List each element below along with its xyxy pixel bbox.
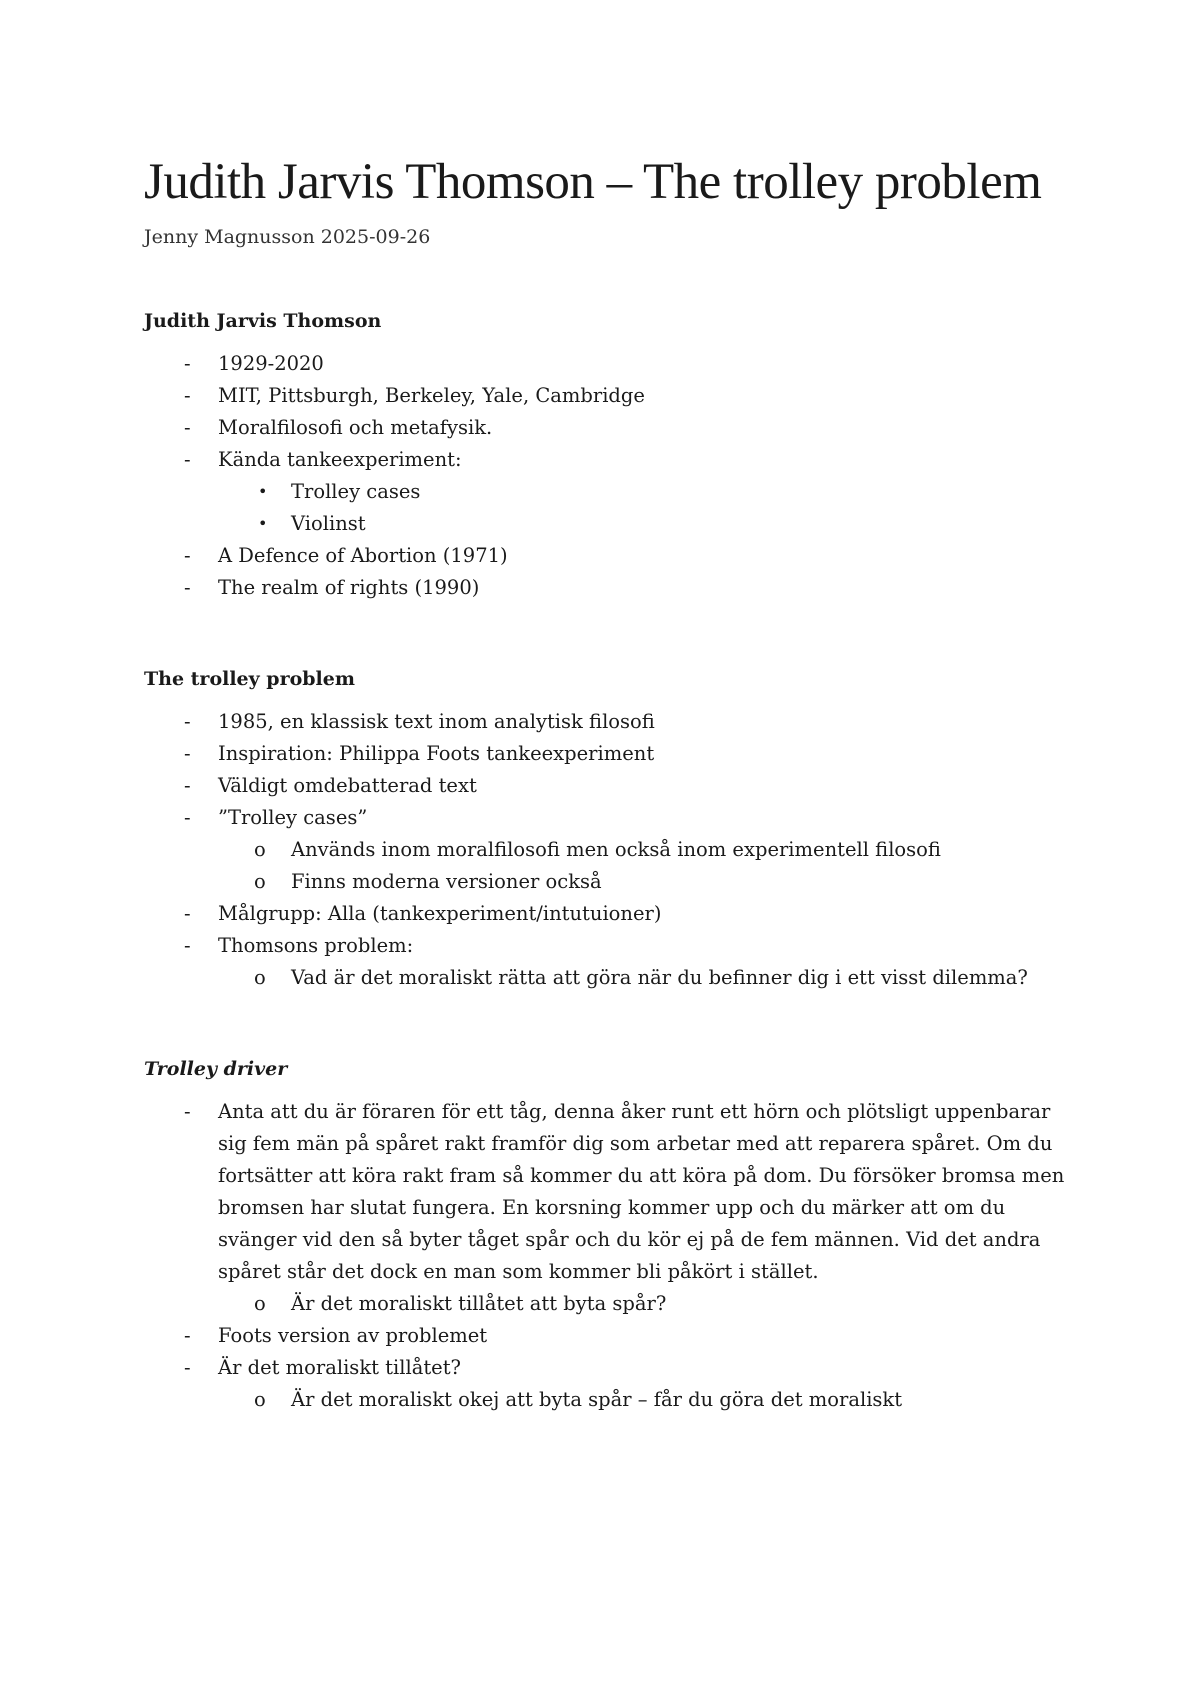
sub-list-item	[218, 1288, 1084, 1320]
list-item-text: Är det moraliskt tillåtet?	[218, 1356, 462, 1379]
dash-marker: -	[184, 576, 191, 599]
list-item-text: Foots version av problemet	[218, 1324, 488, 1347]
section-trolley-problem	[144, 666, 1084, 994]
document-content	[144, 150, 1084, 1416]
list-item	[144, 380, 1084, 412]
list-item	[144, 572, 1084, 604]
list-item-text: ”Trolley cases”	[218, 806, 368, 829]
sub-list-item	[218, 476, 1084, 508]
sub-list	[218, 962, 1084, 994]
dash-marker: -	[184, 934, 191, 957]
bullet-marker: •	[258, 514, 268, 533]
sub-list	[218, 1288, 1084, 1320]
list-item	[144, 348, 1084, 380]
list-item-text: A Defence of Abortion (1971)	[218, 544, 508, 567]
dash-marker: -	[184, 1356, 191, 1379]
list-item-text: Anta att du är föraren för ett tåg, denna åker runt ett hörn och plötsligt uppenbarar sig fem män på spåret rakt framför dig som arbetar med att reparera spåret. Om du fortsätter att köra rakt fram så kommer du att köra på dom. Du försöker bromsa men bromsen har slutat fungera. En korsning kommer upp och du märker att om du svänger vid den så byter tåget spår och du kör ej på de fem männen. Vid det andra spåret står det dock en man som kommer bli påkört i stället.	[218, 1100, 1065, 1283]
sub-list-item	[218, 834, 1084, 866]
section-thomson	[144, 308, 1084, 604]
sub-list-item-text: Är det moraliskt okej att byta spår – får du göra det moraliskt	[291, 1388, 903, 1411]
sub-list-item	[218, 1384, 1084, 1416]
sub-list-item-text: Finns moderna versioner också	[291, 870, 602, 893]
list-item	[144, 444, 1084, 540]
sub-list	[218, 476, 1084, 540]
dash-marker: -	[184, 544, 191, 567]
circle-marker: o	[254, 966, 266, 989]
sub-list-item-text: Violinst	[291, 512, 366, 535]
dash-marker: -	[184, 1324, 191, 1347]
section-heading: Trolley driver	[144, 1058, 288, 1080]
list-item-text: Målgrupp: Alla (tankexperiment/intutuioner)	[218, 902, 662, 925]
sub-list-item-text: Vad är det moraliskt rätta att göra när du befinner dig i ett visst dilemma?	[291, 966, 1028, 989]
list-item	[144, 706, 1084, 738]
bullet-list	[144, 706, 1084, 994]
circle-marker: o	[254, 1388, 266, 1411]
list-item	[144, 738, 1084, 770]
dash-marker: -	[184, 352, 191, 375]
page-title: Judith Jarvis Thomson – The trolley problem	[144, 154, 1042, 210]
list-item	[144, 1352, 1084, 1416]
dash-marker: -	[184, 416, 191, 439]
sub-list-item	[218, 508, 1084, 540]
author-date: Jenny Magnusson 2025-09-26	[144, 226, 431, 248]
circle-marker: o	[254, 838, 266, 861]
list-item	[144, 770, 1084, 802]
list-item	[144, 412, 1084, 444]
section-heading: Judith Jarvis Thomson	[144, 310, 382, 332]
dash-marker: -	[184, 384, 191, 407]
list-item-text: 1985, en klassisk text inom analytisk filosofi	[218, 710, 655, 733]
dash-marker: -	[184, 806, 191, 829]
sub-list-item-text: Är det moraliskt tillåtet att byta spår?	[291, 1292, 667, 1315]
bullet-marker: •	[258, 482, 268, 501]
list-item	[144, 802, 1084, 898]
list-item-text: MIT, Pittsburgh, Berkeley, Yale, Cambridge	[218, 384, 645, 407]
list-item	[144, 1320, 1084, 1352]
list-item	[144, 540, 1084, 572]
bullet-list	[144, 1096, 1084, 1416]
sub-list-item	[218, 962, 1084, 994]
dash-marker: -	[184, 742, 191, 765]
circle-marker: o	[254, 870, 266, 893]
sub-list-item-text: Används inom moralfilosofi men också inom experimentell filosofi	[291, 838, 941, 861]
sub-list	[218, 834, 1084, 898]
dash-marker: -	[184, 774, 191, 797]
section-heading: The trolley problem	[144, 668, 355, 690]
list-item-text: Moralfilosofi och metafysik.	[218, 416, 493, 439]
list-item	[144, 1096, 1084, 1320]
circle-marker: o	[254, 1292, 266, 1315]
list-item-text: Inspiration: Philippa Foots tankeexperiment	[218, 742, 655, 765]
section-trolley-driver	[144, 1056, 1084, 1416]
list-item-text: Thomsons problem:	[218, 934, 414, 957]
sub-list-item-text: Trolley cases	[291, 480, 421, 503]
list-item-text: Väldigt omdebatterad text	[218, 774, 477, 797]
list-item-text: 1929-2020	[218, 352, 324, 375]
dash-marker: -	[184, 710, 191, 733]
dash-marker: -	[184, 902, 191, 925]
dash-marker: -	[184, 448, 191, 471]
list-item-text: Kända tankeexperiment:	[218, 448, 462, 471]
bullet-list	[144, 348, 1084, 604]
dash-marker: -	[184, 1100, 191, 1123]
sub-list	[218, 1384, 1084, 1416]
list-item	[144, 930, 1084, 994]
sub-list-item	[218, 866, 1084, 898]
list-item-text: The realm of rights (1990)	[218, 576, 480, 599]
list-item	[144, 898, 1084, 930]
